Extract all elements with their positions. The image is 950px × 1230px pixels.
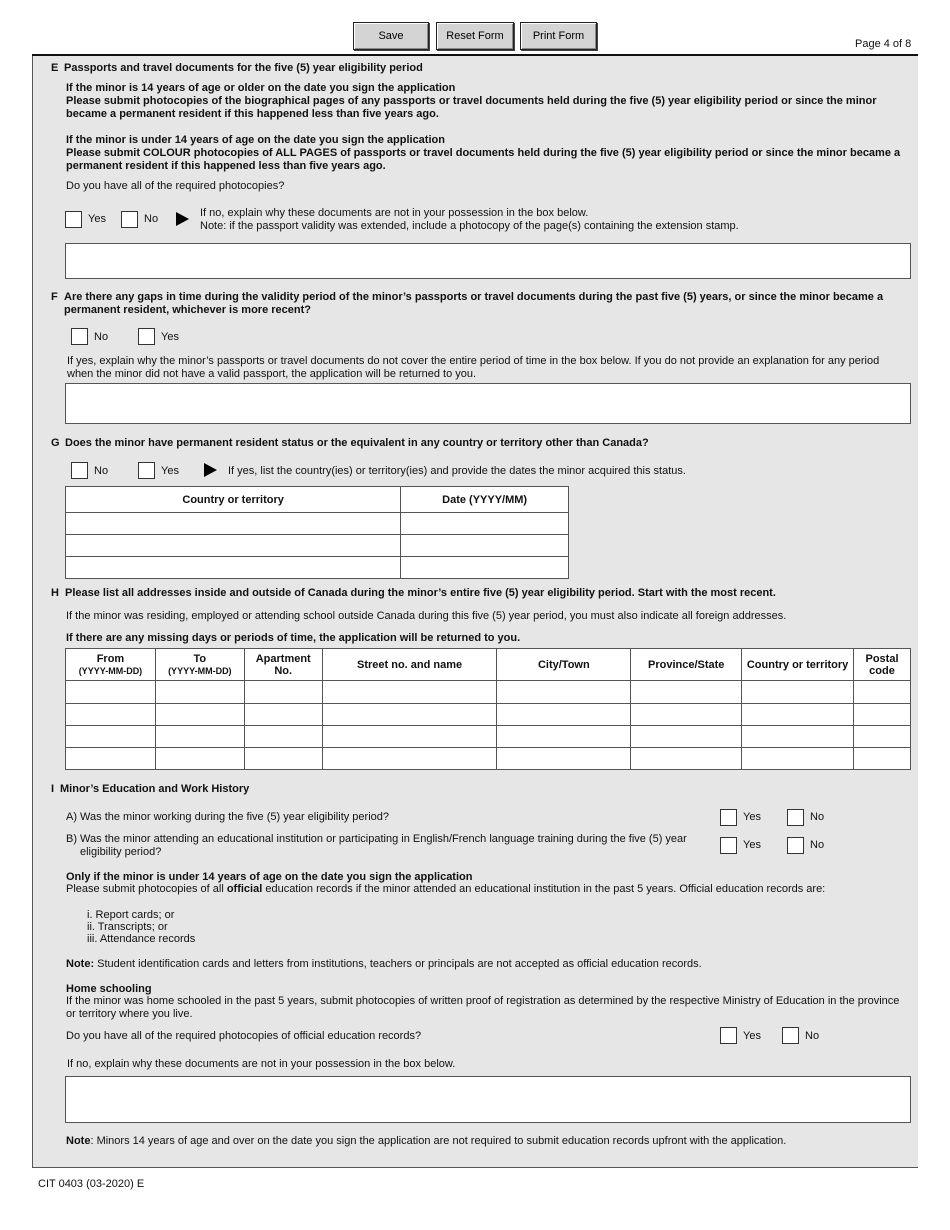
table-cell[interactable] — [631, 748, 742, 770]
section-g-instruction: If yes, list the country(ies) or territory(ies) and provide the dates the minor acquired this status. — [228, 465, 686, 477]
section-h-warning: If there are any missing days or periods of time, the application will be returned to you. — [66, 632, 521, 644]
table-cell[interactable] — [322, 681, 497, 704]
section-e-under14-text: Please submit COLOUR photocopies of ALL PAGES of passports or travel documents held during the five (5) year eligibility period or since the minor became a permanent resident if this happened less than five years ago. — [66, 147, 901, 172]
question-b-no-label: No — [810, 839, 825, 851]
column-header-date: Date (YYYY/MM) — [401, 487, 569, 513]
question-b-line-1: B) Was the minor attending an educational institution or participating in English/French language training during the five (5) year — [66, 833, 687, 845]
table-cell[interactable] — [742, 704, 854, 726]
arrow-right-icon — [204, 463, 217, 477]
section-g-letter: G — [51, 437, 60, 449]
table-cell[interactable] — [66, 748, 156, 770]
section-i-note: Note: Student identification cards and letters from institutions, teachers or principals are not accepted as official education records. — [66, 958, 702, 970]
table-row — [66, 726, 911, 748]
column-header-city: City/Town — [497, 649, 631, 681]
date-cell[interactable] — [401, 557, 569, 579]
section-e-yes-label: Yes — [88, 213, 106, 225]
section-g-yes-checkbox[interactable] — [138, 462, 155, 479]
table-cell[interactable] — [322, 748, 497, 770]
section-e-yes-checkbox[interactable] — [65, 211, 82, 228]
table-cell[interactable] — [244, 726, 322, 748]
question-a-no-label: No — [810, 811, 825, 823]
section-h-letter: H — [51, 587, 59, 599]
column-header-country: Country or territory — [66, 487, 401, 513]
section-i-title: Minor’s Education and Work History — [60, 783, 250, 795]
print-form-button[interactable]: Print Form — [520, 22, 597, 50]
section-g-yes-label: Yes — [161, 465, 179, 477]
section-e-instruction-1: If no, explain why these documents are not in your possession in the box below. — [200, 207, 589, 219]
table-cell[interactable] — [854, 726, 911, 748]
section-f-title: Are there any gaps in time during the validity period of the minor’s passports or travel documents during the past five (5) years, or since the minor became a permanent resident, whichever is more recent? — [64, 291, 884, 316]
records-explanation-box[interactable] — [65, 1076, 911, 1123]
date-cell[interactable] — [401, 513, 569, 535]
table-cell[interactable] — [631, 681, 742, 704]
section-e-no-checkbox[interactable] — [121, 211, 138, 228]
records-no-checkbox[interactable] — [782, 1027, 799, 1044]
table-cell[interactable] — [631, 726, 742, 748]
country-cell[interactable] — [66, 535, 401, 557]
section-f-letter: F — [51, 291, 58, 303]
form-code: CIT 0403 (03-2020) E — [38, 1178, 145, 1190]
record-item: iii. Attendance records — [87, 933, 196, 945]
records-explain-instruction: If no, explain why these documents are not in your possession in the box below. — [67, 1058, 456, 1070]
record-item: ii. Transcripts; or — [87, 921, 168, 933]
column-header-province: Province/State — [631, 649, 742, 681]
table-cell[interactable] — [854, 681, 911, 704]
table-cell[interactable] — [631, 704, 742, 726]
table-cell[interactable] — [155, 748, 244, 770]
section-e-over14-heading: If the minor is 14 years of age or older on the date you sign the application — [66, 82, 456, 94]
column-header-country: Country or territory — [742, 649, 854, 681]
date-cell[interactable] — [401, 535, 569, 557]
section-e-question: Do you have all of the required photocopies? — [66, 180, 285, 192]
table-cell[interactable] — [66, 681, 156, 704]
residence-status-table — [65, 486, 569, 579]
address-history-table — [65, 648, 911, 770]
table-cell[interactable] — [155, 681, 244, 704]
question-b-no-checkbox[interactable] — [787, 837, 804, 854]
section-e-letter: E — [51, 62, 59, 74]
section-i-under14-text: Please submit photocopies of all official education records if the minor attended an educational institution in the past 5 years. Official education records are: — [66, 883, 826, 895]
table-cell[interactable] — [244, 681, 322, 704]
table-cell[interactable] — [66, 726, 156, 748]
question-a-yes-checkbox[interactable] — [720, 809, 737, 826]
table-cell[interactable] — [322, 704, 497, 726]
table-cell[interactable] — [854, 704, 911, 726]
table-cell[interactable] — [322, 726, 497, 748]
table-row — [66, 681, 911, 704]
home-schooling-heading: Home schooling — [66, 983, 152, 995]
section-f-no-checkbox[interactable] — [71, 328, 88, 345]
section-g-no-label: No — [94, 465, 109, 477]
question-a-no-checkbox[interactable] — [787, 809, 804, 826]
table-row — [66, 557, 569, 579]
section-e-explanation-box[interactable] — [65, 243, 911, 279]
section-e-under14-heading: If the minor is under 14 years of age on the date you sign the application — [66, 134, 445, 146]
column-header-street: Street no. and name — [322, 649, 497, 681]
section-h-title: Please list all addresses inside and outside of Canada during the minor’s entire five (5) year eligibility period. Start with the most recent. — [65, 587, 776, 599]
records-yes-label: Yes — [743, 1030, 761, 1042]
section-f-yes-checkbox[interactable] — [138, 328, 155, 345]
table-row — [66, 748, 911, 770]
table-cell[interactable] — [854, 748, 911, 770]
table-cell[interactable] — [155, 704, 244, 726]
table-cell[interactable] — [244, 748, 322, 770]
table-row — [66, 704, 911, 726]
country-cell[interactable] — [66, 513, 401, 535]
question-a: A) Was the minor working during the five (5) year eligibility period? — [66, 811, 390, 823]
page-number: Page 4 of 8 — [855, 38, 912, 50]
section-i-letter: I — [51, 783, 55, 795]
save-button[interactable]: Save — [353, 22, 429, 50]
column-header-apartment: Apartment No. — [244, 649, 322, 681]
section-e-instruction-2: Note: if the passport validity was extended, include a photocopy of the page(s) containing the extension stamp. — [200, 220, 739, 232]
table-cell[interactable] — [497, 704, 631, 726]
country-cell[interactable] — [66, 557, 401, 579]
section-g-no-checkbox[interactable] — [71, 462, 88, 479]
home-schooling-text: If the minor was home schooled in the past 5 years, submit photocopies of written proof of registration as determined by the respective Ministry of Education in the province or territory where you live. — [66, 995, 900, 1020]
table-cell[interactable] — [66, 704, 156, 726]
section-e-no-label: No — [144, 213, 159, 225]
section-g-title: Does the minor have permanent resident status or the equivalent in any country or territory other than Canada? — [65, 437, 649, 449]
question-b-yes-checkbox[interactable] — [720, 837, 737, 854]
section-f-yes-label: Yes — [161, 331, 179, 343]
table-cell[interactable] — [155, 726, 244, 748]
section-f-explanation-box[interactable] — [65, 383, 911, 424]
table-cell[interactable] — [244, 704, 322, 726]
question-b-line-2: eligibility period? — [80, 846, 162, 858]
reset-form-button[interactable]: Reset Form — [436, 22, 514, 50]
section-e-over14-text: Please submit photocopies of the biographical pages of any passports or travel documents held during the five (5) year eligibility period or since the minor became a permanent resident if this happened less than five years ago. — [66, 95, 877, 120]
table-row — [66, 535, 569, 557]
question-b-yes-label: Yes — [743, 839, 761, 851]
table-cell[interactable] — [742, 681, 854, 704]
final-note: Note: Minors 14 years of age and over on the date you sign the application are not required to submit education records upfront with the application. — [66, 1135, 787, 1147]
table-cell[interactable] — [497, 748, 631, 770]
table-cell[interactable] — [497, 681, 631, 704]
table-row — [66, 513, 569, 535]
column-header-to: To (YYYY-MM-DD) — [155, 649, 244, 681]
section-f-no-label: No — [94, 331, 109, 343]
records-question: Do you have all of the required photocopies of official education records? — [66, 1030, 422, 1042]
arrow-right-icon — [176, 212, 189, 226]
table-cell[interactable] — [497, 726, 631, 748]
records-no-label: No — [805, 1030, 820, 1042]
question-a-yes-label: Yes — [743, 811, 761, 823]
section-f-instruction: If yes, explain why the minor’s passports or travel documents do not cover the entire period of time in the box below. If you do not provide an explanation for any period when the minor did not have a valid passport, the application will be returned to you. — [67, 355, 880, 380]
section-h-note: If the minor was residing, employed or attending school outside Canada during this five (5) year period, you must also indicate all foreign addresses. — [66, 610, 787, 622]
records-yes-checkbox[interactable] — [720, 1027, 737, 1044]
column-header-postal: Postal code — [854, 649, 911, 681]
section-i-under14-heading: Only if the minor is under 14 years of age on the date you sign the application — [66, 871, 473, 883]
section-e-title: Passports and travel documents for the five (5) year eligibility period — [64, 62, 423, 74]
record-item: i. Report cards; or — [87, 909, 175, 921]
table-cell[interactable] — [742, 748, 854, 770]
column-header-from: From (YYYY-MM-DD) — [66, 649, 156, 681]
table-cell[interactable] — [742, 726, 854, 748]
